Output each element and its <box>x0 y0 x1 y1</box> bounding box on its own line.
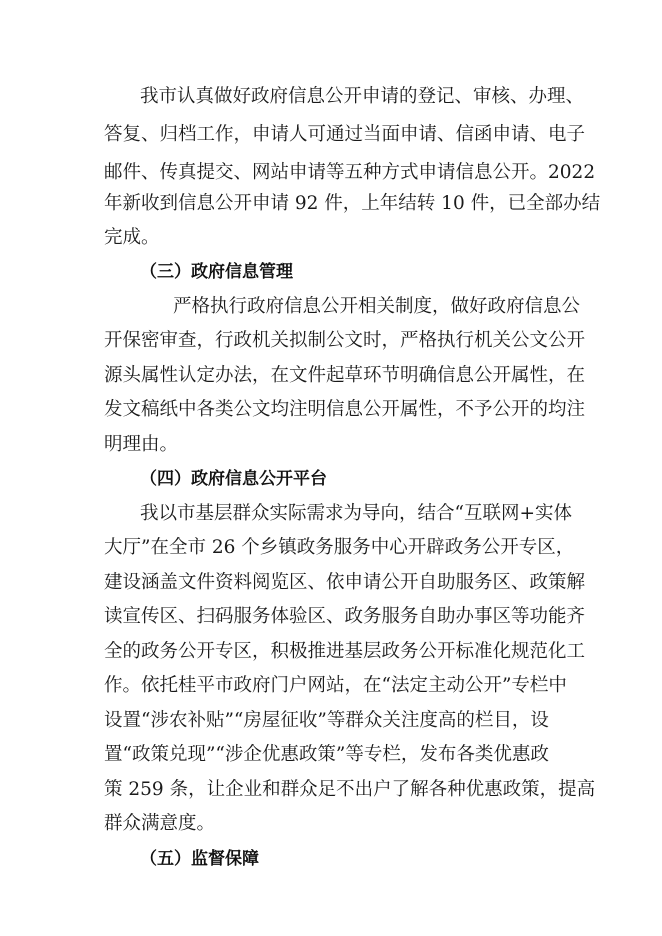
paragraph-line: 源头属性认定办法，在文件起草环节明确信息公开属性，在 <box>104 365 586 386</box>
paragraph-line: 策 259 条，让企业和群众足不出户了解各种优惠政策，提高 <box>104 779 596 800</box>
paragraph-line: 大厅”在全市 26 个乡镇政务服务中心开辟政务公开专区， <box>104 537 575 558</box>
paragraph-line: 作。依托桂平市政府门户网站，在“法定主动公开”专栏中 <box>104 675 567 696</box>
paragraph-line: 建设涵盖文件资料阅览区、依申请公开自助服务区、政策解 <box>104 572 586 593</box>
paragraph-line: 发文稿纸中各类公文均注明信息公开属性，不予公开的均注 <box>104 399 586 420</box>
section-heading: （三）政府信息管理 <box>140 262 293 282</box>
paragraph-line: 完成。 <box>104 227 160 248</box>
section-heading: （四）政府信息公开平台 <box>140 469 327 489</box>
paragraph-line: 群众满意度。 <box>104 813 216 834</box>
section-heading: （五）监督保障 <box>140 849 259 869</box>
paragraph-line: 答复、归档工作，申请人可通过当面申请、信函申请、电子 <box>104 124 586 145</box>
paragraph-line: 设置“涉农补贴”“房屋征收”等群众关注度高的栏目，设 <box>104 710 549 731</box>
paragraph-line: 读宣传区、扫码服务体验区、政务服务自助办事区等功能齐 <box>104 606 586 627</box>
paragraph-line: 严格执行政府信息公开相关制度，做好政府信息公 <box>173 296 581 317</box>
paragraph-line: 置“政策兑现”“涉企优惠政策”等专栏，发布各类优惠政 <box>104 744 549 765</box>
paragraph-line: 全的政务公开专区，积极推进基层政务公开标准化规范化工 <box>104 641 586 662</box>
paragraph-line: 邮件、传真提交、网站申请等五种方式申请信息公开。2022 <box>104 162 596 183</box>
paragraph-line: 年新收到信息公开申请 92 件，上年结转 10 件，已全部办结 <box>104 193 601 214</box>
paragraph-line: 我以市基层群众实际需求为导向，结合“互联网+实体 <box>140 503 572 524</box>
paragraph-line: 我市认真做好政府信息公开申请的登记、审核、办理、 <box>140 86 585 107</box>
paragraph-line: 明理由。 <box>104 434 179 455</box>
paragraph-line: 开保密审查，行政机关拟制公文时，严格执行机关公文公开 <box>104 330 586 351</box>
